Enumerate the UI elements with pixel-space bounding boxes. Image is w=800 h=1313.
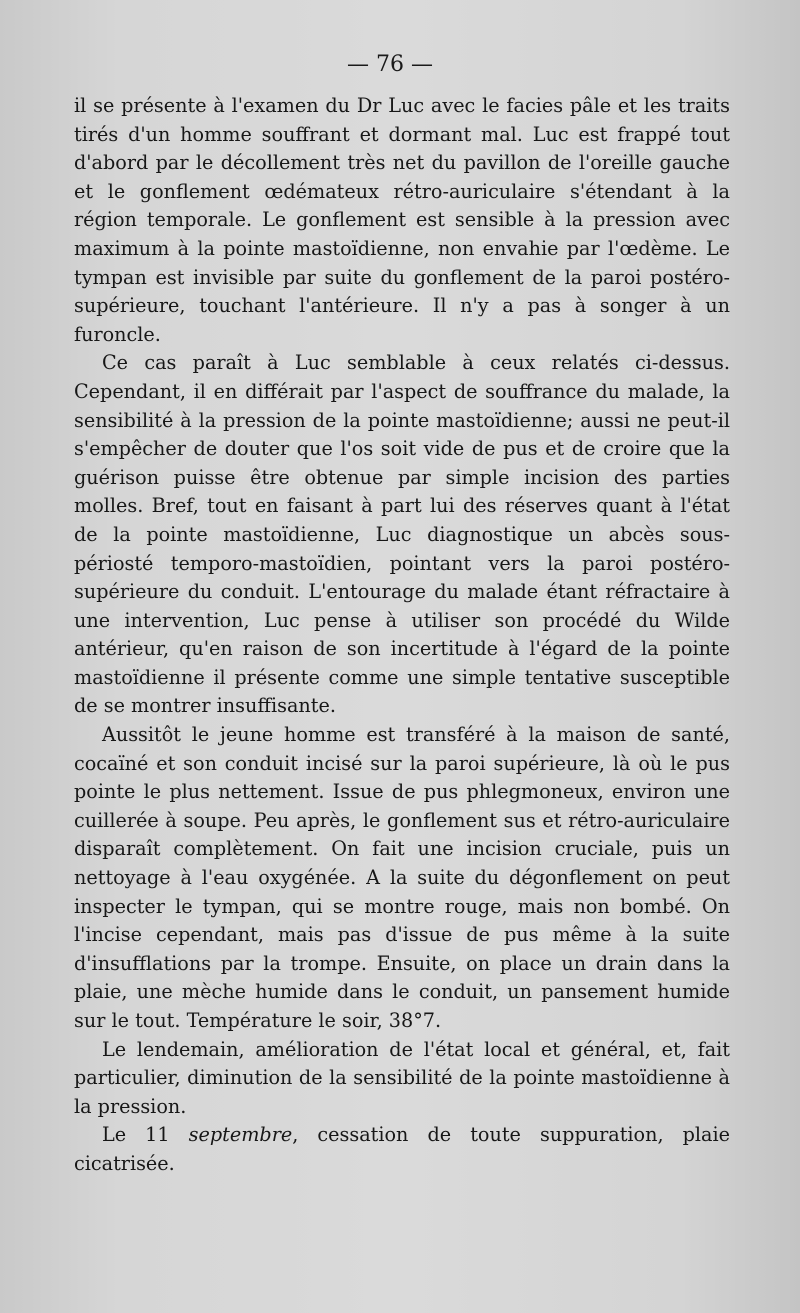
paragraph-4: Le lendemain, amélioration de l'état local et général, et, fait particulier, diminution de la sensibilité de la pointe mastoïdienne à la pression. xyxy=(74,1037,730,1118)
paragraph-1: il se présente à l'examen du Dr Luc avec le facies pâle et les traits tirés d'un homme souffrant et dormant mal. Luc est frappé tout d'abord par le décollement très net du pavillon de l'oreille gauche et le gonflement œdémateux rétro-auriculaire s'étendant à la région temporale. Le gonflement est sensible à la pression avec maximum à la pointe mastoïdienne, non envahie par l'œdème. Le tympan est invisible par suite du gonflement de la paroi postéro-supérieure, touchant l'antérieure. Il n'y a pas à songer à un furoncle. xyxy=(74,94,730,346)
paragraph-5-prefix: Le 11 xyxy=(102,1123,189,1147)
page-number: — 76 — xyxy=(347,52,433,77)
paragraph-5-suffix: , cessation de toute suppuration, plaie cicatrisée. xyxy=(74,1123,730,1175)
paragraph-5 xyxy=(74,1121,730,1178)
paragraph-2: Ce cas paraît à Luc semblable à ceux relatés ci-dessus. Cependant, il en différait par l'aspect de souffrance du malade, la sensibilité à la pression de la pointe mastoïdienne; aussi ne peut-il s'empêcher de douter que l'os soit vide de pus et de croire que la guérison puisse être obtenue par simple incision des parties molles. Bref, tout en faisant à part lui des réserves quant à l'état de la pointe mastoïdienne, Luc diagnostique un abcès sous-périosté temporo-mastoïdien, pointant vers la paroi postéro-supérieure du conduit. L'entourage du malade étant réfractaire à une intervention, Luc pense à utiliser son procédé du Wilde antérieur, qu'en raison de son incertitude à l'égard de la pointe mastoïdienne il présente comme une simple tentative susceptible de se montrer insuffisante. xyxy=(74,351,730,718)
paragraph-5-month: septembre xyxy=(188,1123,293,1147)
body-text xyxy=(74,92,730,1179)
paragraph-3: Aussitôt le jeune homme est transféré à la maison de santé, cocaïné et son conduit incisé sur la paroi supérieure, là où le pus pointe le plus nettement. Issue de pus phlegmoneux, environ une cuillerée à soupe. Peu après, le gonflement sus et rétro-auriculaire disparaît complètement. On fait une incision cruciale, puis un nettoyage à l'eau oxygénée. A la suite du dégonflement on peut inspecter le tympan, qui se montre rouge, mais non bombé. On l'incise cependant, mais pas d'issue de pus même à la suite d'insufflations par la trompe. Ensuite, on place un drain dans la plaie, une mèche humide dans le conduit, un pansement humide sur le tout. Température le soir, 38°7. xyxy=(74,723,730,1032)
